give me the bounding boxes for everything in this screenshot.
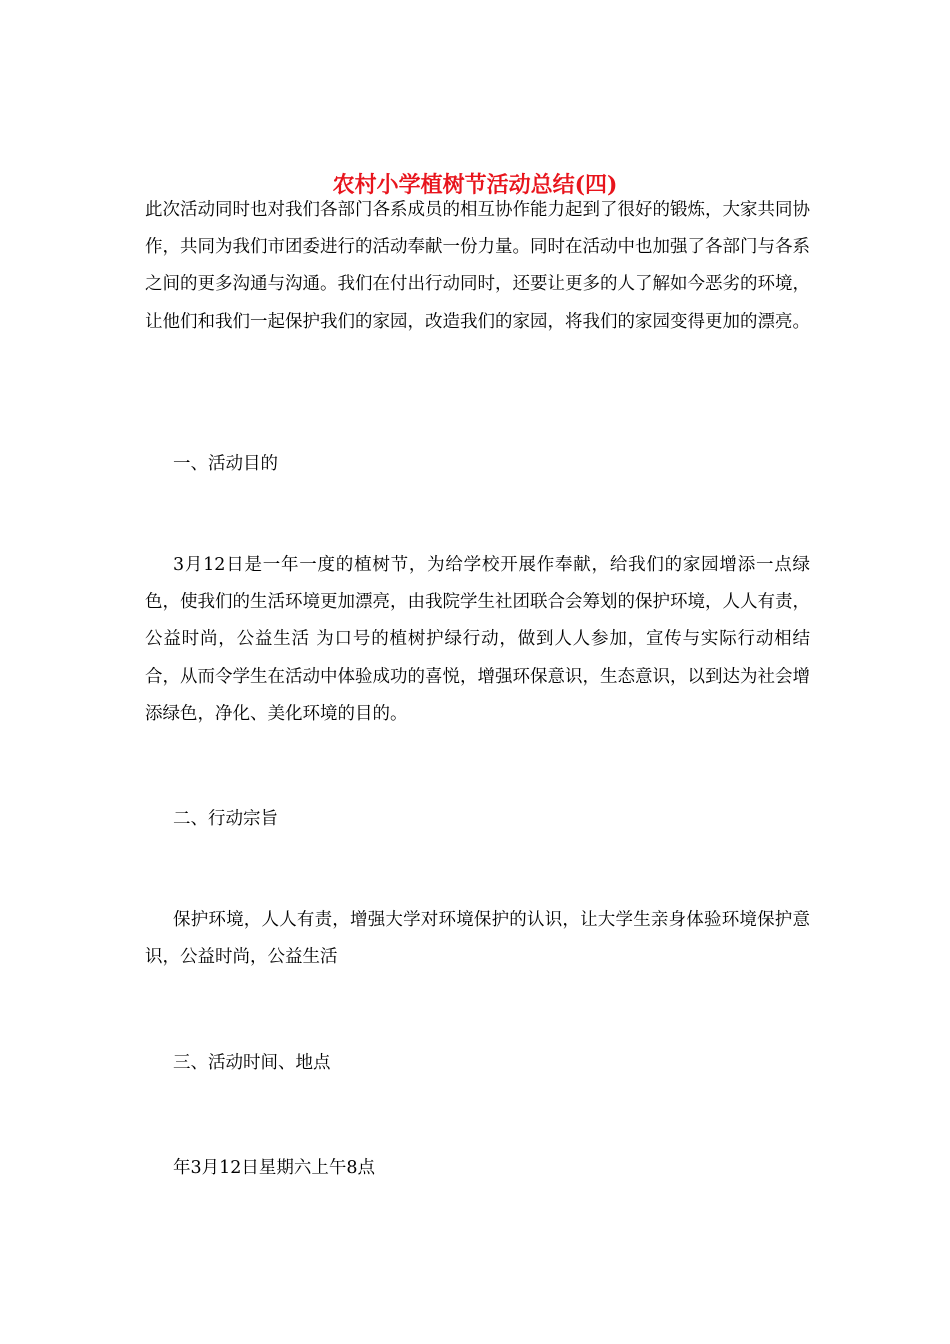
section-heading-purpose: 一、活动目的 [173, 454, 278, 474]
section-heading-time-place: 三、活动时间、地点 [173, 1053, 331, 1073]
section-body-time-place: 年3月12日星期六上午8点 [173, 1158, 376, 1178]
section-body-aim: 保护环境，人人有责，增强大学对环境保护的认识，让大学生亲身体验环境保护意识，公益时尚，公益生活 [145, 910, 810, 968]
section-heading-aim: 二、行动宗旨 [173, 809, 278, 829]
intro-paragraph: 此次活动同时也对我们各部门各系成员的相互协作能力起到了很好的锻炼，大家共同协作，共同为我们市团委进行的活动奉献一份力量。同时在活动中也加强了各部门与各系之间的更多沟通与沟通。我们在付出行动同时，还要让更多的人了解如今恶劣的环境，让他们和我们一起保护我们的家园，改造我们的家园，将我们的家园变得更加的漂亮。 [145, 200, 810, 332]
section-body-purpose: 3月12日是一年一度的植树节，为给学校开展作奉献，给我们的家园增添一点绿色，使我们的生活环境更加漂亮，由我院学生社团联合会筹划的保护环境，人人有责，公益时尚，公益生活 为口号的植树护绿行动，做到人人参加，宣传与实际行动相结合，从而令学生在活动中体验成功的喜悦，增强环保意识，生态意识，以到达为社会增添绿色，净化、美化环境的目的。 [145, 555, 810, 724]
document-title: 农村小学植树节活动总结(四) [332, 171, 618, 198]
